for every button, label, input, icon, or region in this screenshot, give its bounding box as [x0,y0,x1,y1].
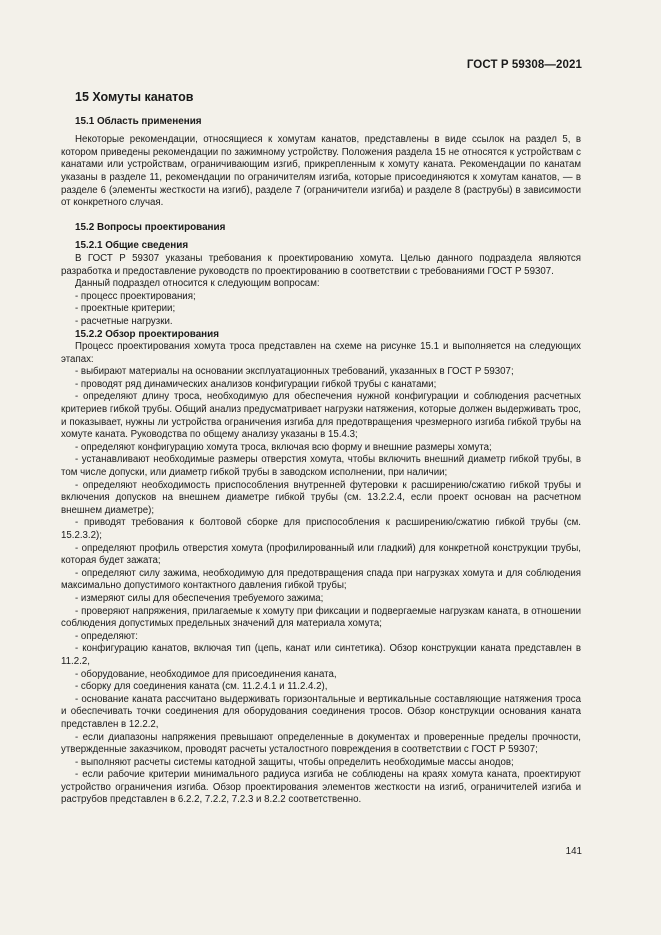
list-item: - измеряют силы для обеспечения требуемого зажима; [75,592,324,604]
subsection-title-design: 15.2 Вопросы проектирования [75,221,226,233]
paragraph: Некоторые рекомендации, относящиеся к хомутам канатов, представлены в виде ссылок на раздел 5, в котором приведены рекомендации по зажимному устройству. Положения раздела 15 не относятся к устройствам с канатами или устройствам, ограничивающим изгиб, прикрепленным к хомуту каната. Рекомендации по канатам указаны в разделе 11, рекомендации по ограничителям изгиба, которые присоединяются к хомутам канатов, — в разделе 6 (элементы жесткости на изгиб), разделе 7 (ограничители изгиба) и разделе 8 (раструбы) в зависимости от конкретного случая. [61,134,581,209]
list-item: - если диапазоны напряжения превышают определенные в документах и проверенные пределы прочности, утвержденные заказчиком, проводят расчеты усталостного повреждения в соответствии с ГОСТ Р 59307; [61,731,581,756]
list-item: - приводят требования к болтовой сборке для приспособления к расширению/сжатию гибкой трубы (см. 15.2.3.2); [61,517,581,541]
page-number: 141 [565,846,582,857]
section-title: 15 Хомуты канатов [75,90,194,104]
list-item: - выбирают материалы на основании эксплуатационных требований, указанных в ГОСТ Р 59307; [75,366,514,378]
paragraph: Данный подраздел относится к следующим вопросам: [75,278,320,290]
subsection-title-scope: 15.1 Область применения [75,115,202,127]
list-item: - проводят ряд динамических анализов конфигурации гибкой трубы с канатами; [75,378,437,390]
list-item: - основание каната рассчитано выдерживать горизонтальные и вертикальные составляющие натяжения троса и обеспечивать точки соединения для оборудования соединения тросов. Обзор конструкции основания каната представлен в 12.2.2, [61,693,581,730]
list-item: - оборудование, необходимое для присоединения каната, [75,668,337,680]
list-item: - процесс проектирования; [75,290,196,302]
list-item: - определяют силу зажима, необходимую для предотвращения спада при нагрузках хомута и для соблюдения максимально допустимого контактного давления гибкой трубы; [61,567,581,592]
list-item: - расчетные нагрузки. [75,315,173,327]
list-item: - определяют конфигурацию хомута троса, включая всю форму и внешние размеры хомута; [75,441,492,453]
list-item: - сборку для соединения каната (см. 11.2.4.1 и 11.2.4.2), [75,681,328,693]
list-item: - определяют необходимость приспособления внутренней футеровки к расширению/сжатию гибкой трубы и включения допусков на внешнем диаметре гибкой трубы (см. 13.2.2.4, если проект основан на расчетном внешнем диаметре); [61,479,581,516]
list-item: - проектные критерии; [75,303,176,315]
document-code: ГОСТ Р 59308—2021 [466,59,582,71]
paragraph: В ГОСТ Р 59307 указаны требования к проектированию хомута. Целью данного подраздела являются разработка и предоставление руководств по проектированию в соответствии с требованиями ГОСТ Р 59307. [61,252,581,277]
list-item: - проверяют напряжения, прилагаемые к хомуту при фиксации и подвергаемые нагрузкам каната, в отношении соблюдения допустимых предельных значений для материала хомута; [61,605,581,630]
paragraph: Процесс проектирования хомута троса представлен на схеме на рисунке 15.1 и выполняется на следующих этапах: [61,341,581,365]
list-item: - определяют профиль отверстия хомута (профилированный или гладкий) для конкретной конструкции трубы, которая будет зажата; [61,542,581,567]
list-item: - определяют длину троса, необходимую для обеспечения нужной конфигурации и соблюдения расчетных критериев гибкой трубы. Общий анализ предусматривает нагрузки натяжения, которые должен выдерживать трос, и показывает, нужны ли устройства ограничения изгиба для предотвращения чрезмерного изгиба гибкой трубы на хомуте каната. Руководства по общему анализу указаны в 15.4.3; [61,391,581,441]
subsubsection-title-overview: 15.2.2 Обзор проектирования [75,328,219,340]
subsubsection-title-general: 15.2.1 Общие сведения [75,240,189,252]
list-item: - конфигурацию канатов, включая тип (цепь, канат или синтетика). Обзор конструкции каната представлен в 11.2.2, [61,643,581,667]
page-content [61,91,581,807]
list-item: - выполняют расчеты системы катодной защиты, чтобы определить необходимые массы анодов; [75,756,514,768]
list-item: - определяют: [75,630,138,642]
list-item: - если рабочие критерии минимального радиуса изгиба не соблюдены на краях хомута каната, проектируют устройство ограничения изгиба. Обзор проектирования элементов жесткости на изгиб, ограничителей изгиба и раструбов представлен в 6.2.2, 7.2.2, 7.2.3 и 8.2.2 соответственно. [61,769,581,806]
list-item: - устанавливают необходимые размеры отверстия хомута, чтобы включить внешний диаметр гибкой трубы, в том числе допуски, или диаметр гибкой трубы в заводском исполнении, при наличии; [61,454,581,479]
